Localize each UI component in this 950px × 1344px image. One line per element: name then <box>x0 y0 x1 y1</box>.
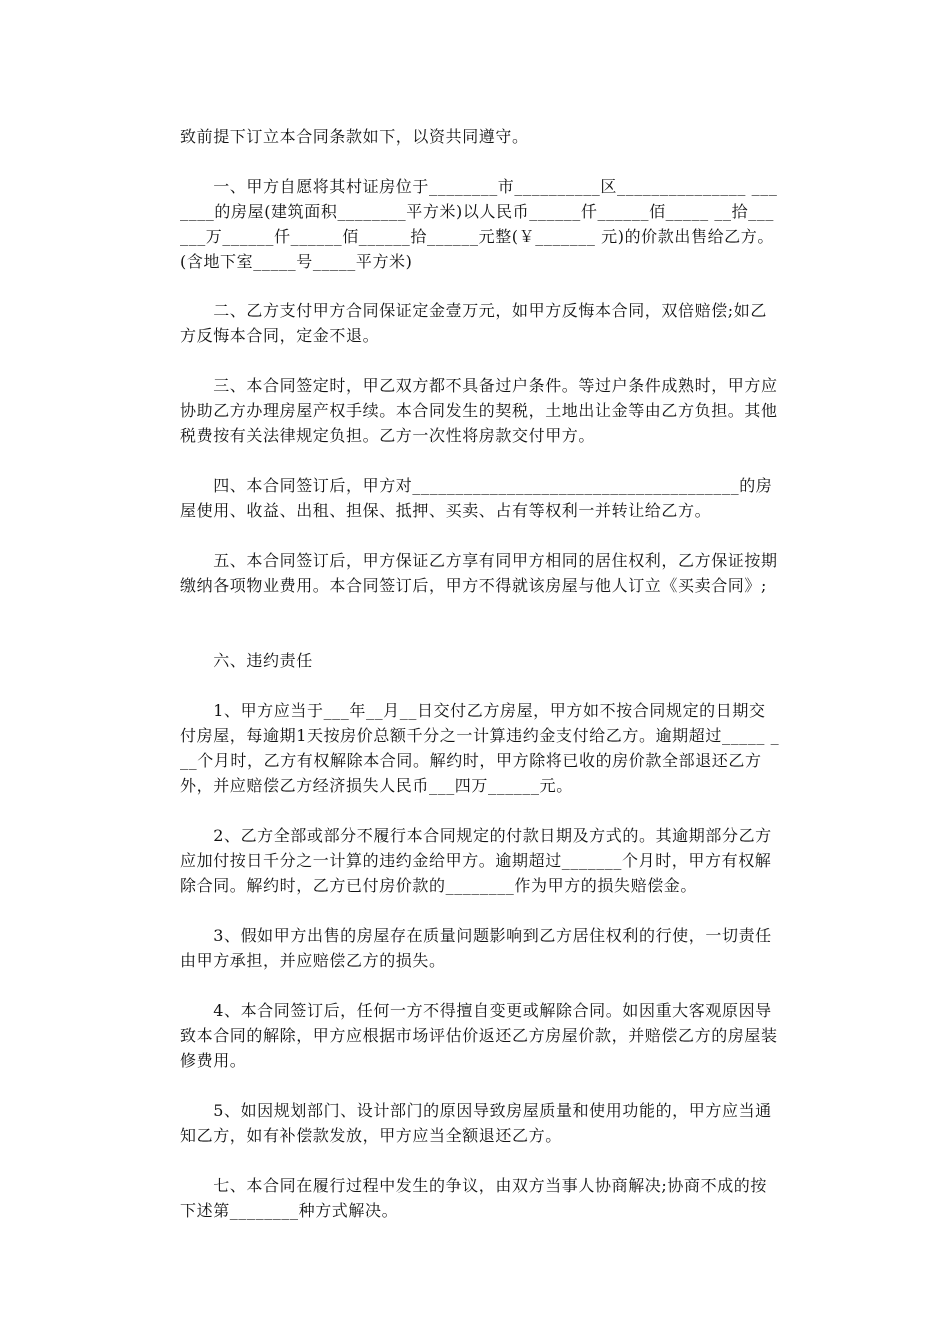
contract-paragraph: 致前提下订立本合同条款如下，以资共同遵守。 <box>180 127 529 146</box>
contract-paragraph: 七、本合同在履行过程中发生的争议，由双方当事人协商解决;协商不成的按下述第________种方式解决。 <box>180 1176 767 1220</box>
contract-paragraph: 四、本合同签订后，甲方对______________________________________的房屋使用、收益、出租、担保、抵押、买卖、占有等权利一并转让给乙方。 <box>180 476 773 520</box>
contract-paragraph: 3、假如甲方出售的房屋存在质量问题影响到乙方居住权利的行使，一切责任由甲方承担，并应赔偿乙方的损失。 <box>180 926 772 970</box>
contract-paragraph: 三、本合同签定时，甲乙双方都不具备过户条件。等过户条件成熟时，甲方应协助乙方办理房屋产权手续。本合同发生的契税，土地出让金等由乙方负担。其他税费按有关法律规定负担。乙方一次性将房款交付甲方。 <box>180 376 778 445</box>
contract-paragraph: 4、本合同签订后，任何一方不得擅自变更或解除合同。如因重大客观原因导致本合同的解除，甲方应根据市场评估价返还乙方房屋价款，并赔偿乙方的房屋装修费用。 <box>180 1001 778 1070</box>
contract-paragraph: 2、乙方全部或部分不履行本合同规定的付款日期及方式的。其逾期部分乙方应加付按日千分之一计算的违约金给甲方。逾期超过_______个月时，甲方有权解除合同。解约时，乙方已付房价款的________作为甲方的损失赔偿金。 <box>180 826 772 895</box>
contract-paragraph: 1、甲方应当于___年__月__日交付乙方房屋，甲方如不按合同规定的日期交付房屋，每逾期1天按房价总额千分之一计算违约金支付给乙方。逾期超过_____ ___个月时，乙方有权解除本合同。解约时，甲方除将已收的房价款全部退还乙方外，并应赔偿乙方经济损失人民币___四万______元。 <box>180 701 780 795</box>
contract-paragraph: 五、本合同签订后，甲方保证乙方享有同甲方相同的居住权利，乙方保证按期缴纳各项物业费用。本合同签订后，甲方不得就该房屋与他人订立《买卖合同》; <box>180 551 778 595</box>
section-heading: 六、违约责任 <box>180 651 313 670</box>
contract-paragraph: 一、甲方自愿将其村证房位于________市__________区_______________ _______的房屋(建筑面积________平方米)以人民币______仟______佰_____ __拾______万______仟______佰______拾______元整(￥_______ 元)的价款出售给乙方。(含地下室_____号_____平方米) <box>180 177 778 271</box>
contract-paragraph: 5、如因规划部门、设计部门的原因导致房屋质量和使用功能的，甲方应当通知乙方，如有补偿款发放，甲方应当全额退还乙方。 <box>180 1101 772 1145</box>
contract-paragraph: 二、乙方支付甲方合同保证定金壹万元，如甲方反悔本合同，双倍赔偿;如乙方反悔本合同，定金不退。 <box>180 301 767 345</box>
